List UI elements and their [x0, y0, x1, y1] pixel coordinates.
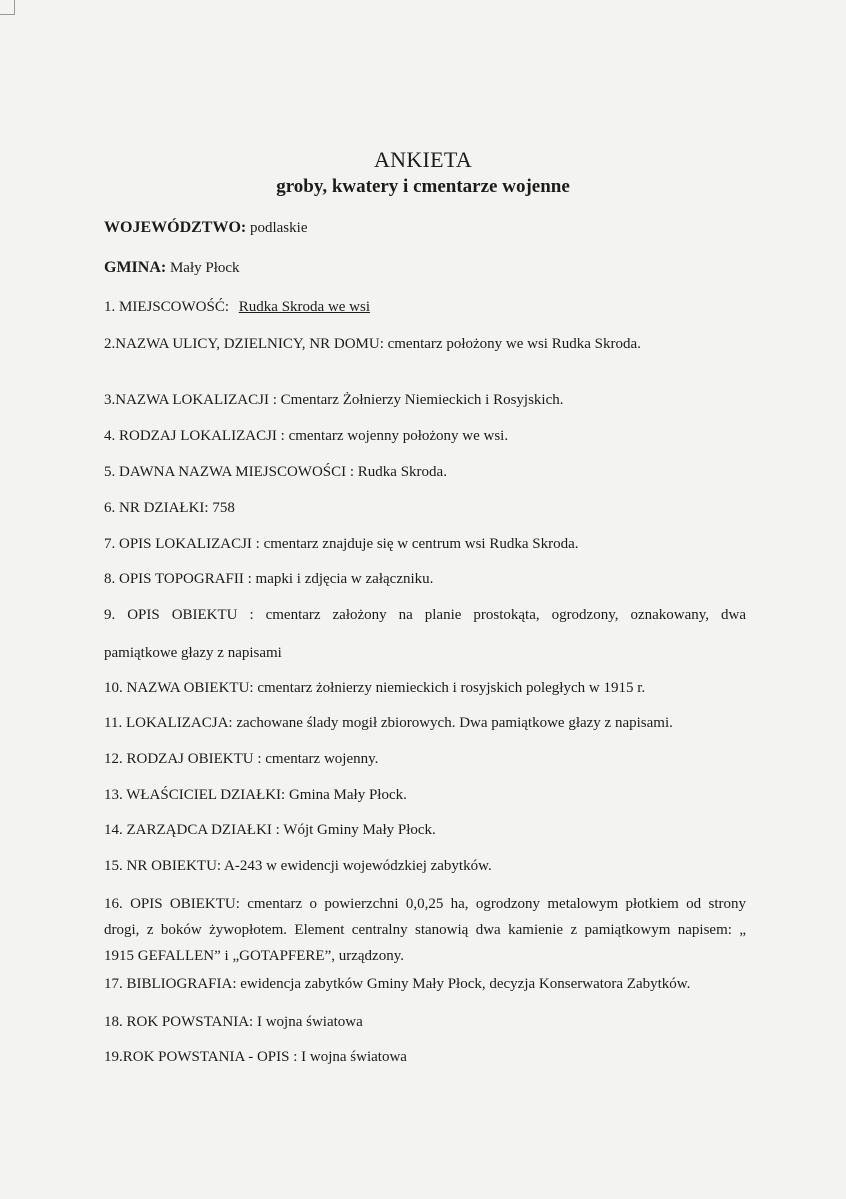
document-title: ANKIETA — [373, 147, 473, 172]
field-item-14: 14. ZARZĄDCA DZIAŁKI : Wójt Gminy Mały Płock. — [104, 822, 436, 838]
field-wojewodztwo-value: podlaskie — [249, 220, 308, 236]
field-item-5: 5. DAWNA NAZWA MIEJSCOWOŚCI : Rudka Skroda. — [104, 464, 447, 480]
field-item-2: 2.NAZWA ULICY, DZIELNICY, NR DOMU: cmentarz położony we wsi Rudka Skroda. — [104, 336, 641, 352]
field-item-15: 15. NR OBIEKTU: A-243 w ewidencji wojewódzkiej zabytków. — [104, 858, 492, 874]
field-item-1-value: Rudka Skroda we wsi — [238, 299, 371, 315]
field-wojewodztwo — [104, 219, 307, 237]
field-item-1 — [104, 299, 370, 316]
field-item-6: 6. NR DZIAŁKI: 758 — [104, 500, 235, 516]
field-gmina-label: GMINA: — [104, 259, 167, 276]
field-item-11: 11. LOKALIZACJA: zachowane ślady mogił zbiorowych. Dwa pamiątkowe głazy z napisami. — [104, 715, 673, 731]
page-corner-mark — [0, 0, 15, 15]
field-item-10: 10. NAZWA OBIEKTU: cmentarz żołnierzy niemieckich i rosyjskich poległych w 1915 r. — [104, 680, 646, 696]
field-item-12: 12. RODZAJ OBIEKTU : cmentarz wojenny. — [104, 751, 379, 767]
document-subtitle: groby, kwatery i cmentarze wojenne — [276, 176, 570, 197]
field-item-16-line-3: 1915 GEFALLEN” i „GOTAPFERE”, urządzony. — [104, 948, 404, 964]
field-item-9-line-1: 9. OPIS OBIEKTU : cmentarz założony na planie prostokąta, ogrodzony, oznakowany, dwa — [104, 607, 746, 623]
field-item-9-line-2: pamiątkowe głazy z napisami — [104, 645, 282, 661]
field-item-13: 13. WŁAŚCICIEL DZIAŁKI: Gmina Mały Płock. — [104, 787, 407, 803]
field-gmina-value: Mały Płock — [169, 260, 240, 276]
field-item-7: 7. OPIS LOKALIZACJI : cmentarz znajduje się w centrum wsi Rudka Skroda. — [104, 536, 579, 552]
field-gmina — [104, 259, 240, 277]
field-item-4: 4. RODZAJ LOKALIZACJI : cmentarz wojenny położony we wsi. — [104, 428, 509, 444]
field-item-19: 19.ROK POWSTANIA - OPIS : I wojna światowa — [104, 1049, 407, 1065]
field-item-3: 3.NAZWA LOKALIZACJI : Cmentarz Żołnierzy Niemieckich i Rosyjskich. — [104, 392, 564, 408]
field-item-17: 17. BIBLIOGRAFIA: ewidencja zabytków Gminy Mały Płock, decyzja Konserwatora Zabytków. — [104, 976, 691, 992]
field-item-16-line-1: 16. OPIS OBIEKTU: cmentarz o powierzchni 0,0,25 ha, ogrodzony metalowym płotkiem od strony — [104, 896, 746, 912]
field-item-16-line-2: drogi, z boków żywopłotem. Element centralny stanowią dwa kamienie z pamiątkowym napisem: „ — [104, 922, 746, 938]
field-wojewodztwo-label: WOJEWÓDZTWO: — [104, 219, 247, 236]
field-item-1-label: 1. MIEJSCOWOŚĆ: — [104, 299, 230, 315]
field-item-8: 8. OPIS TOPOGRAFII : mapki i zdjęcia w załączniku. — [104, 571, 434, 587]
field-item-18: 18. ROK POWSTANIA: I wojna światowa — [104, 1014, 363, 1030]
